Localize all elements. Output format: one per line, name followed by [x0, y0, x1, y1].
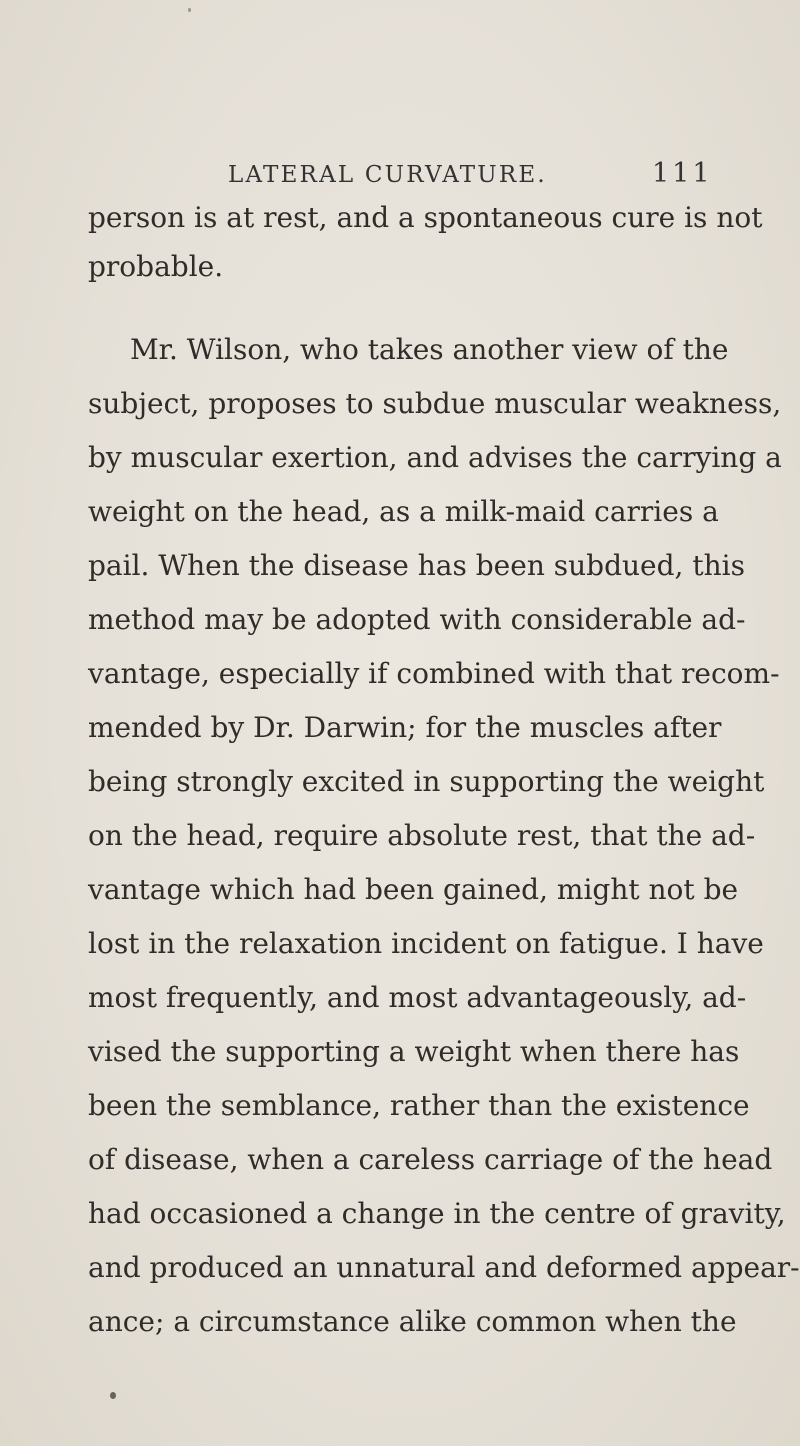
text-line: weight on the head, as a milk-maid carries a — [88, 495, 719, 528]
text-line: lost in the relaxation incident on fatigue. I have — [88, 927, 764, 960]
text-line: been the semblance, rather than the existence — [88, 1089, 750, 1122]
text-line: pail. When the disease has been subdued, this — [88, 549, 745, 582]
text-line: being strongly excited in supporting the weight — [88, 765, 765, 798]
text-line: on the head, require absolute rest, that the ad- — [88, 819, 756, 852]
paper-speck — [188, 8, 191, 12]
text-line: of disease, when a careless carriage of the head — [88, 1143, 773, 1176]
text-line: person is at rest, and a spontaneous cure is not — [88, 201, 763, 234]
text-line: vantage which had been gained, might not be — [88, 873, 739, 906]
text-line: by muscular exertion, and advises the carrying a — [88, 441, 782, 474]
running-title: LATERAL CURVATURE. — [228, 162, 547, 188]
paper-speck — [110, 1392, 116, 1399]
text-line: ance; a circumstance alike common when the — [88, 1305, 737, 1338]
text-line: vised the supporting a weight when there has — [88, 1035, 740, 1068]
text-line: and produced an unnatural and deformed appear- — [88, 1251, 800, 1284]
text-line: mended by Dr. Darwin; for the muscles after — [88, 711, 722, 744]
text-line: Mr. Wilson, who takes another view of the — [130, 333, 729, 366]
text-line: most frequently, and most advantageously, ad- — [88, 981, 747, 1014]
page-number: 111 — [652, 158, 713, 189]
text-line: method may be adopted with considerable ad- — [88, 603, 746, 636]
text-line: had occasioned a change in the centre of gravity, — [88, 1197, 786, 1230]
text-line: vantage, especially if combined with that recom- — [88, 657, 780, 690]
running-head — [0, 152, 800, 192]
text-line: subject, proposes to subdue muscular weakness, — [88, 387, 782, 420]
text-line: probable. — [88, 250, 224, 283]
